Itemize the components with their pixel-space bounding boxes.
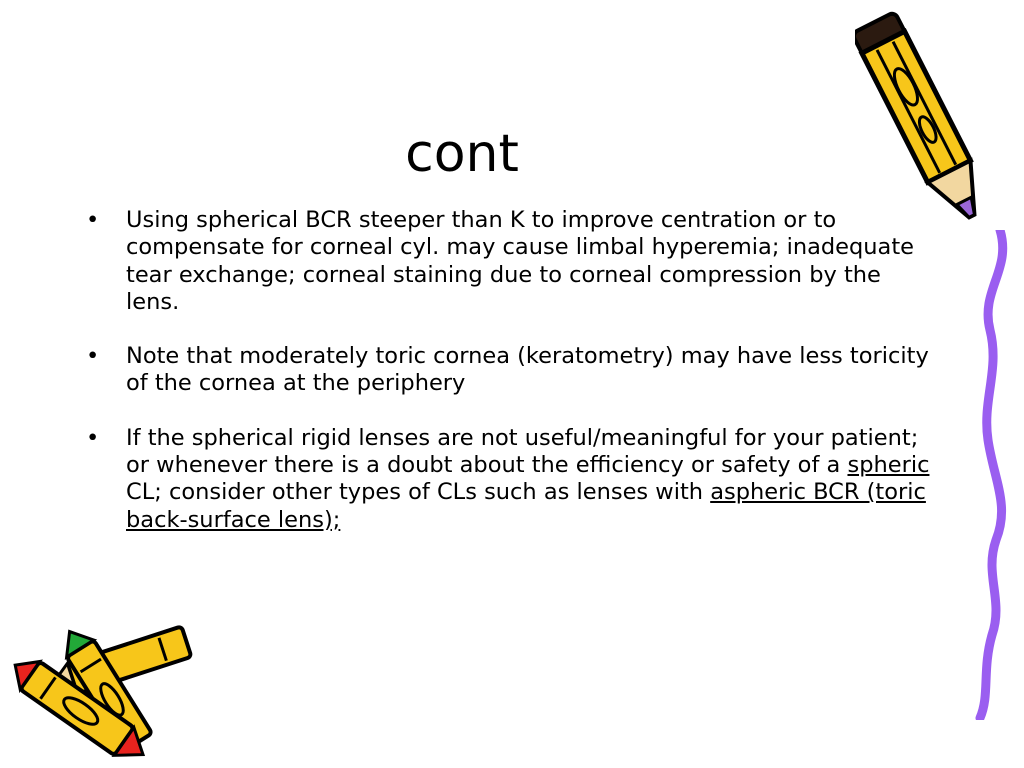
bullet-list [86,207,936,561]
underlined-text: aspheric BCR (toric back-surface lens); [126,479,926,533]
bullet-item [86,207,936,316]
bullet-item [86,343,936,398]
bullet-item [86,425,936,534]
bullet-text-part: If the spherical rigid lenses are not useful/meaningful for your patient; or whenever there is a doubt about the efficiency or safety of a [126,424,919,479]
bullet-text: Note that moderately toric cornea (keratometry) may have less toricity of the cornea at the periphery [126,343,929,397]
bullet-text-part: CL; consider other types of CLs such as lenses with [126,479,711,506]
bullet-text [126,425,929,533]
bullet-marker: • [86,207,100,233]
crayons-icon [0,612,210,762]
underlined-text: spheric [847,452,930,479]
bullet-marker: • [86,424,100,451]
pencil-icon [855,2,1005,242]
bullet-text: Using spherical BCR steeper than K to improve centration or to compensate for corneal cyl. may cause limbal hyperemia; inadequate tear exchange; corneal staining due to corneal compression by the lens. [126,207,914,315]
slide-title: cont [405,124,519,184]
bullet-marker: • [86,343,100,370]
squiggle-line [960,230,1020,720]
